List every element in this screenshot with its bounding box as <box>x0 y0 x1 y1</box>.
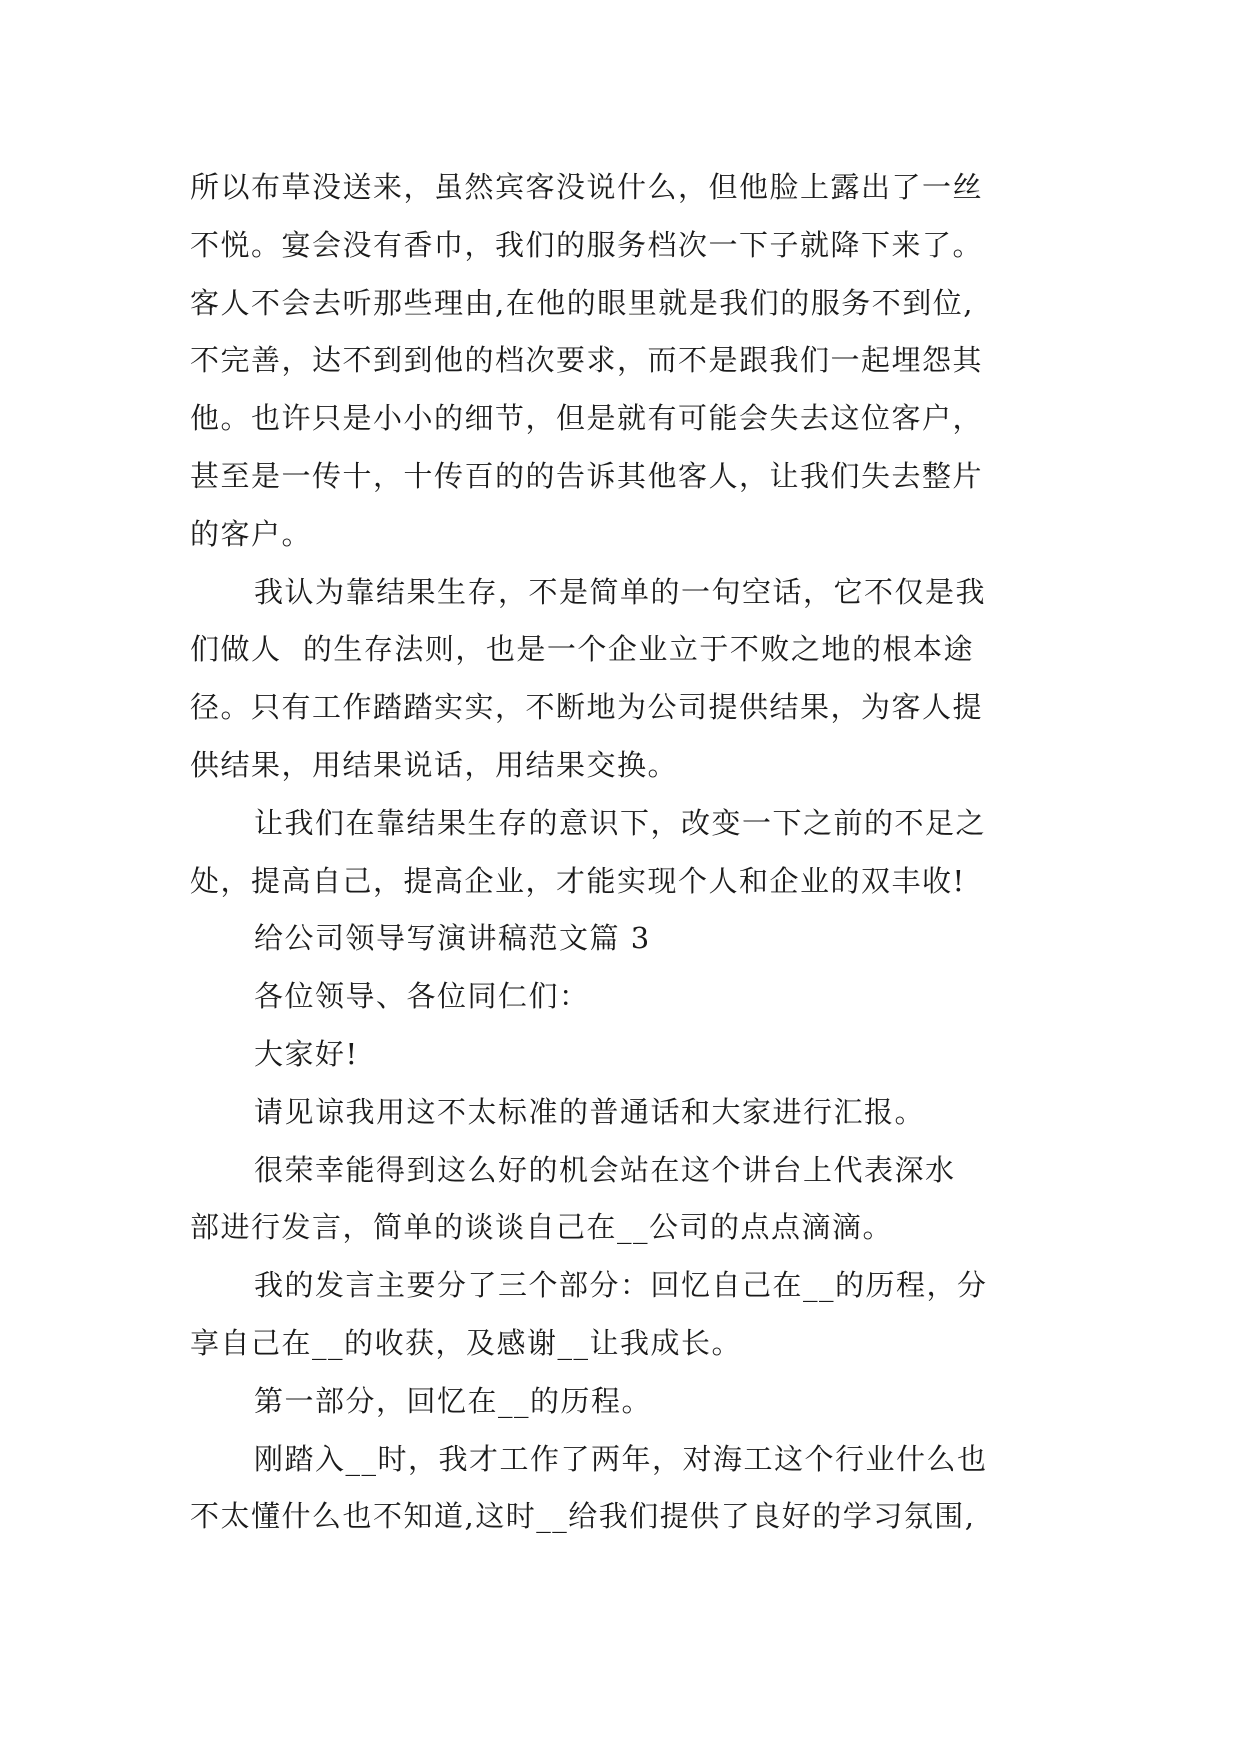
text-line: 的客户。 <box>190 516 313 551</box>
text-line: 我的发言主要分了三个部分：回忆自己在__的历程，分 <box>254 1268 988 1303</box>
text-line: 他。也许只是小小的细节，但是就有可能会失去这位客户， <box>190 401 984 436</box>
text-line: 们做人 的生存法则，也是一个企业立于不败之地的根本途 <box>190 632 974 667</box>
text-line: 大家好! <box>254 1036 359 1071</box>
text-line: 供结果，用结果说话，用结果交换。 <box>190 747 679 782</box>
text-line: 不完善，达不到到他的档次要求，而不是跟我们一起埋怨其 <box>190 343 984 378</box>
text-line: 部进行发言，简单的谈谈自己在__公司的点点滴滴。 <box>190 1210 894 1245</box>
text-line: 让我们在靠结果生存的意识下，改变一下之前的不足之 <box>254 805 987 840</box>
document-body <box>190 159 1090 1546</box>
text-line: 刚踏入__时，我才工作了两年，对海工这个行业什么也 <box>254 1441 988 1476</box>
text-line: 请见谅我用这不太标准的普通话和大家进行汇报。 <box>254 1094 926 1129</box>
text-line: 享自己在__的收获，及感谢__让我成长。 <box>190 1325 743 1360</box>
text-line: 第一部分，回忆在__的历程。 <box>254 1383 653 1418</box>
text-line: 各位领导、各位同仁们： <box>254 979 590 1014</box>
text-line: 所以布草没送来，虽然宾客没说什么，但他脸上露出了一丝 <box>190 170 984 204</box>
text-line: 客人不会去听那些理由,在他的眼里就是我们的服务不到位, <box>190 285 974 320</box>
text-line: 不太懂什么也不知道,这时__给我们提供了良好的学习氛围, <box>190 1499 976 1534</box>
text-line: 甚至是一传十，十传百的的告诉其他客人，让我们失去整片 <box>190 458 984 493</box>
text-line: 径。只有工作踏踏实实，不断地为公司提供结果，为客人提 <box>190 690 984 725</box>
text-line: 很荣幸能得到这么好的机会站在这个讲台上代表深水 <box>254 1152 956 1187</box>
text-line: 我认为靠结果生存，不是简单的一句空话，它不仅是我 <box>254 574 987 609</box>
text-line: 处，提高自己，提高企业，才能实现个人和企业的双丰收! <box>190 863 966 898</box>
text-line: 不悦。宴会没有香巾，我们的服务档次一下子就降下来了。 <box>190 227 984 262</box>
text-line: 给公司领导写演讲稿范文篇 3 <box>254 921 651 956</box>
